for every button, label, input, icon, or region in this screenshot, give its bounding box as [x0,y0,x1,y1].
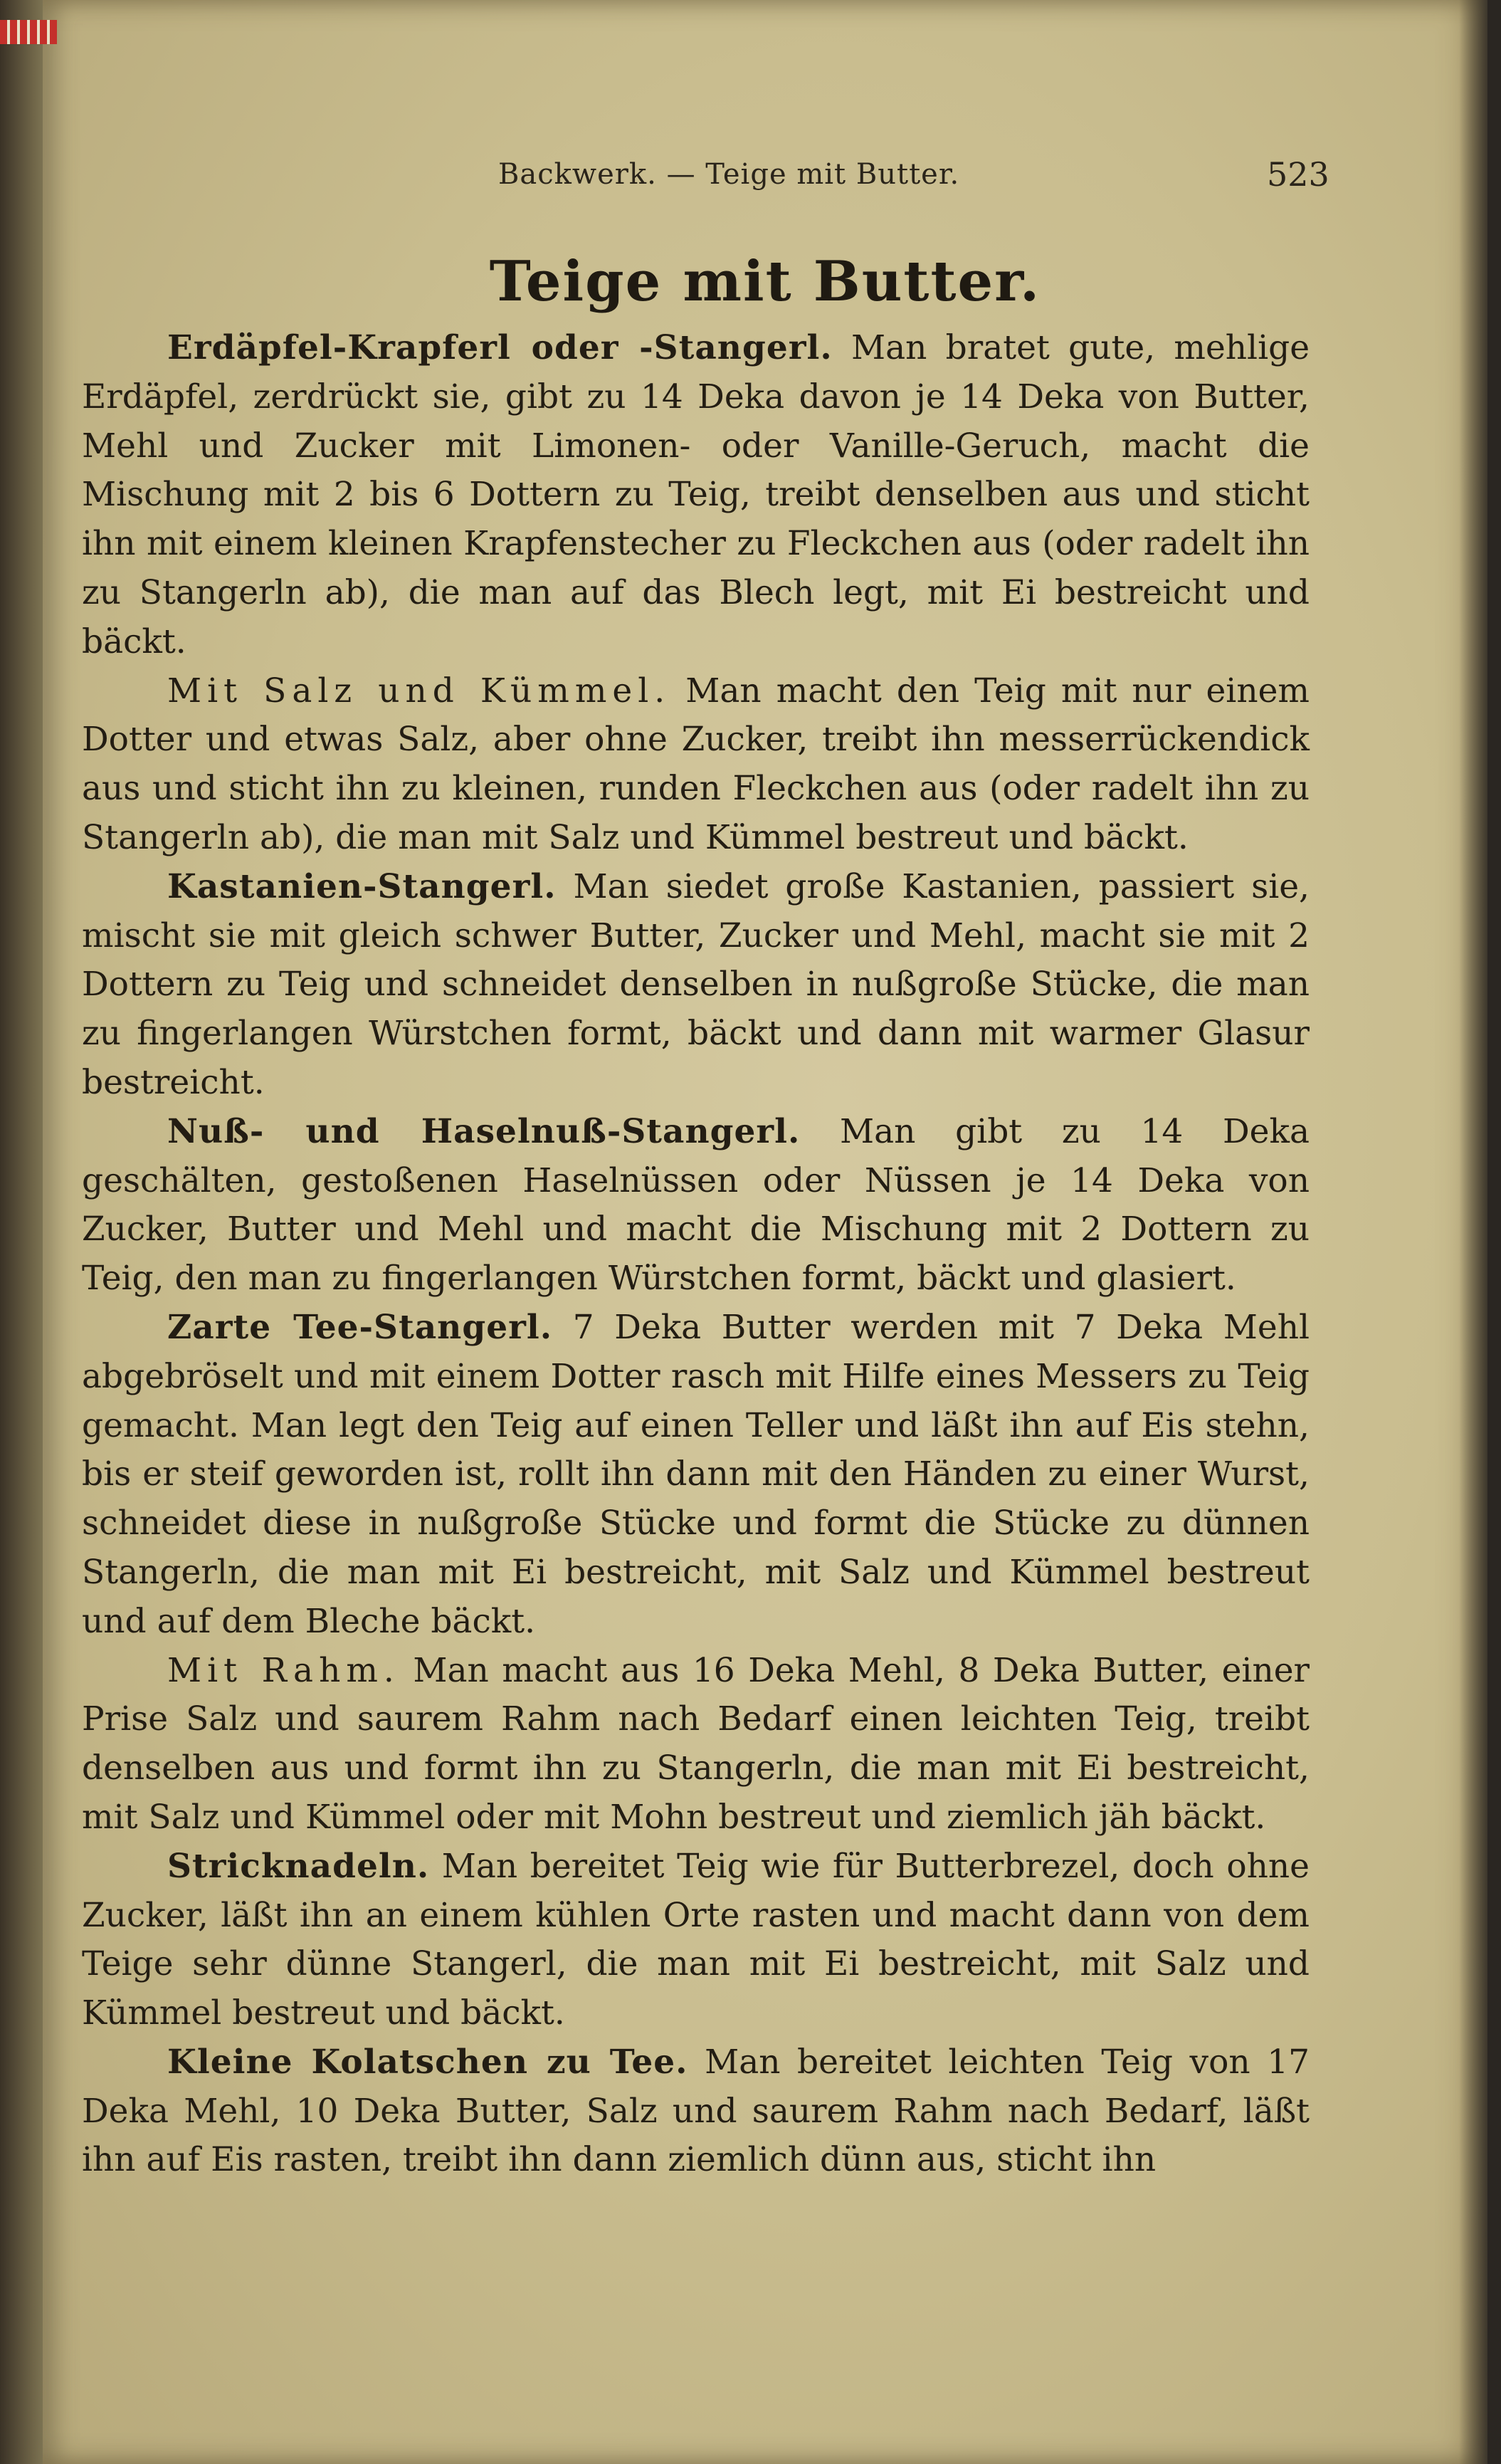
recipe-stricknadeln [82,1842,1310,2038]
book-page [43,0,1487,2464]
recipe-erdaepfel [82,324,1310,667]
recipe-kolatschen [82,2038,1310,2185]
recipe-nuss [82,1108,1310,1304]
recipe-title: Zarte Tee-Stangerl. [167,1307,553,1347]
page-body [82,324,1310,2185]
recipe-text: Man bratet gute, mehlige Erdäpfel, zerdrückt sie, gibt zu 14 Deka davon je 14 Deka von Butter, Mehl und Zucker mit Limonen- oder Vanille-Geruch, macht die Mischung mit 2 bis 6 Dottern zu Teig, treibt denselben aus und sticht ihn mit einem kleinen Krapfenstecher zu Fleckchen aus (oder radelt ihn zu Stangerln ab), die man auf das Blech legt, mit Ei bestreicht und bäckt. [82,328,1310,661]
recipe-tee-stangerl [82,1304,1310,1647]
recipe-title: Mit Salz und Kümmel. [167,671,671,711]
recipe-title: Mit Rahm. [167,1650,400,1690]
recipe-title: Nuß- und Haselnuß-Stangerl. [167,1111,801,1151]
page-edge-shadow [1459,0,1487,2464]
recipe-text: Man macht den Teig mit nur einem Dotter und etwas Salz, aber ohne Zucker, treibt ihn messerrückendick aus und sticht ihn zu kleinen, runden Fleckchen aus (oder radelt ihn zu Stangerln ab), die man mit Salz und Kümmel bestreut und bäckt. [82,671,1310,857]
page-title: Teige mit Butter. [489,249,1041,314]
recipe-title: Kleine Kolatschen zu Tee. [167,2042,688,2082]
recipe-salz-kuemmel [82,667,1310,863]
recipe-title: Erdäpfel-Krapferl oder -Stangerl. [167,328,833,367]
recipe-text: 7 Deka Butter werden mit 7 Deka Mehl abgebröselt und mit einem Dotter rasch mit Hilfe eines Messers zu Teig gemacht. Man legt den Teig auf einen Teller und läßt ihn auf Eis stehn, bis er steif geworden ist, rollt ihn dann mit den Händen zu einer Wurst, schneidet diese in nußgroße Stücke und formt die Stücke zu dünnen Stangerln, die man mit Ei bestreicht, mit Salz und Kümmel bestreut und auf dem Bleche bäckt. [82,1307,1310,1641]
recipe-title: Kastanien-Stangerl. [167,866,557,906]
running-header: Backwerk. — Teige mit Butter. [498,158,960,191]
recipe-text: Man bereitet Teig wie für Butterbrezel, doch ohne Zucker, läßt ihn an einem kühlen Orte rasten und macht dann von dem Teige sehr dünne Stangerl, die man mit Ei bestreicht, mit Salz und Kümmel bestreut und bäckt. [82,1846,1310,2033]
recipe-text: Man gibt zu 14 Deka geschälten, gestoßenen Haselnüssen oder Nüssen je 14 Deka von Zucker, Butter und Mehl und macht die Mischung mit 2 Dottern zu Teig, den man zu fingerlangen Würstchen formt, bäckt und glasiert. [82,1111,1310,1299]
recipe-title: Stricknadeln. [167,1846,430,1886]
scan-color-strip [0,20,57,44]
recipe-text: Man siedet große Kastanien, passiert sie, mischt sie mit gleich schwer Butter, Zucker und Mehl, macht sie mit 2 Dottern zu Teig und schneidet denselben in nußgroße Stücke, die man zu fingerlangen Würstchen formt, bäckt und dann mit warmer Glasur bestreicht. [82,866,1310,1102]
recipe-mit-rahm [82,1647,1310,1842]
recipe-text: Man macht aus 16 Deka Mehl, 8 Deka Butter, einer Prise Salz und saurem Rahm nach Bedarf einen leichten Teig, treibt denselben aus und formt ihn zu Stangerln, die man mit Ei bestreicht, mit Salz und Kümmel oder mit Mohn bestreut und ziemlich jäh bäckt. [82,1650,1310,1837]
recipe-text: Man bereitet leichten Teig von 17 Deka Mehl, 10 Deka Butter, Salz und saurem Rahm nach Bedarf, läßt ihn auf Eis rasten, treibt ihn dann ziemlich dünn aus, sticht ihn [82,2042,1310,2180]
page-number: 523 [1267,155,1329,194]
recipe-kastanien [82,863,1310,1108]
